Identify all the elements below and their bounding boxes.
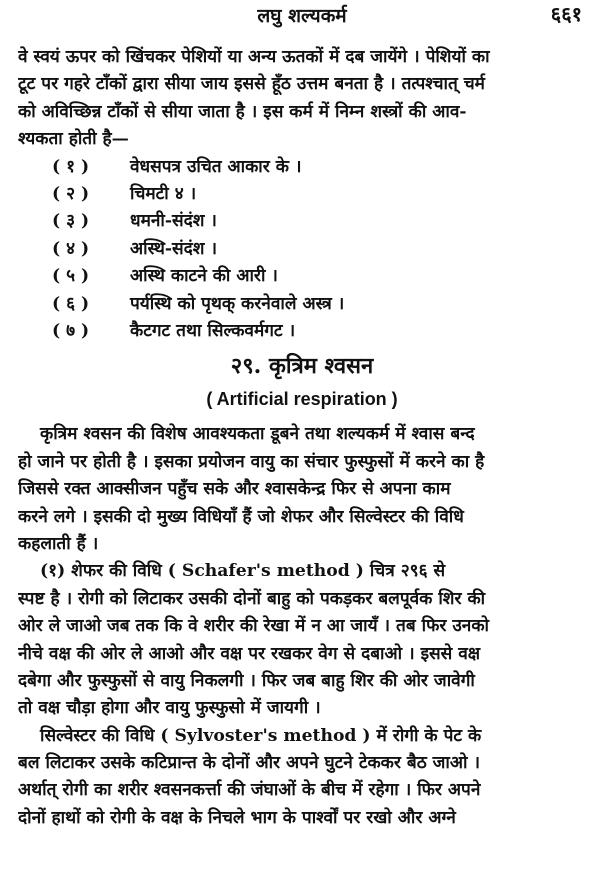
text-line: कहलाती हैं । [18,533,99,554]
list-item-number: ( ७ ) [52,321,90,341]
text-line: अर्थात् रोगी का शरीर श्वसनकर्त्ता की जंघाओं के बीच में रहेगा । फिर अपने [18,780,481,801]
text-line: सिल्वेस्टर की विधि ( Sylvoster's method ) में रोगी के पेट के [40,725,482,746]
text-line: को अविच्छिन्न टाँकों से सीया जाता है । इस कर्म में निम्न शस्त्रों की आव- [18,101,467,122]
list-item-number: ( ६ ) [52,293,90,314]
list-item-number: ( १ ) [52,156,90,177]
list-item-number: ( २ ) [52,183,90,204]
list-item-text: अस्थि काटने की आरी । [130,266,278,287]
list-item-text: कैटगट तथा सिल्कवर्मगट । [130,321,296,341]
list-item-number: ( ३ ) [52,211,90,232]
list-item-text: चिमटी ४ । [130,183,197,204]
page-number: ६६१ [550,2,582,26]
text-line: तो वक्ष चौड़ा होगा और वायु फुस्फुसो में जायगी । [18,698,321,719]
instrument-list [18,154,586,346]
list-item-text: पर्यस्थि को पृथक् करनेवाले अस्त्र । [130,293,345,314]
section-heading: २९. कृत्रिम श्वसन [230,353,374,380]
list-item-text: वेधसपत्र उचित आकार के । [130,156,302,177]
intro-paragraph [18,44,586,154]
list-item-text: धमनी-संदंश । [130,211,217,232]
list-item-number: ( ५ ) [52,266,90,287]
text-line: टूट पर गहरे टाँकों द्वारा सीया जाय इससे हूँठ उत्तम बनता है । तत्पश्चात् चर्म [18,74,485,95]
list-item [18,181,586,208]
list-item-text: अस्थि-संदंश । [130,238,217,259]
paragraph-artificial-respiration [18,421,586,558]
paragraph-schafer-method [18,558,586,722]
list-item [18,154,586,181]
list-item-number: ( ४ ) [52,238,90,259]
text-line: बल लिटाकर उसके कटिप्रान्त के दोनों और अपने घुटने टेककर बैठ जाओ । [18,753,480,774]
text-line: नीचे वक्ष की ओर ले आओ और वक्ष पर रखकर वेग से दबाओ । इससे वक्ष [18,643,481,664]
text-line: स्पष्ट है । रोगी को लिटाकर उसकी दोनों बाहु को पकड़कर बलपूर्वक शिर की [18,588,486,609]
text-line: जिससे रक्त आक्सीजन पहुँच सके और श्वासकेन्द्र फिर से अपना काम [18,479,451,500]
text-line: वे स्वयं ऊपर को खिंचकर पेशियों या अन्य ऊतकों में दब जायेंगे । पेशियों का [18,47,490,67]
list-item [18,263,586,290]
running-title: लघु शल्यकर्म [257,5,347,27]
list-item [18,236,586,263]
text-line: ओर ले जाओ जब तक कि वे शरीर की रेखा में न आ जायँ । तब फिर उनको [18,616,489,637]
section-subheading: ( Artificial respiration ) [206,389,398,410]
text-line: दबेगा और फुस्फुसों से वायु निकलगी । फिर जब बाहु शिर की ओर जावेगी [18,670,475,691]
paragraph-sylvester-method [18,723,586,833]
text-line: श्यकता होती है— [18,129,129,150]
text-line: कृत्रिम श्वसन की विशेष आवश्यकता डूबने तथा शल्यकर्म में श्वास बन्द [40,424,475,445]
text-line: (१) शेफर की विधि ( Schafer's method ) चित्र २९६ से [40,561,446,582]
text-line: करने लगे । इसकी दो मुख्य विधियाँ हैं जो शेफर और सिल्वेस्टर की विधि [18,506,464,527]
text-line: हो जाने पर होती है । इसका प्रयोजन वायु का संचार फुस्फुसों में करने का है [18,451,485,472]
list-item [18,318,586,345]
text-line: दोनों हाथों को रोगी के वक्ष के निचले भाग के पार्श्वों पर रखो और अग्ने [18,807,456,828]
page-header [18,0,586,44]
list-item [18,208,586,235]
list-item [18,291,586,318]
